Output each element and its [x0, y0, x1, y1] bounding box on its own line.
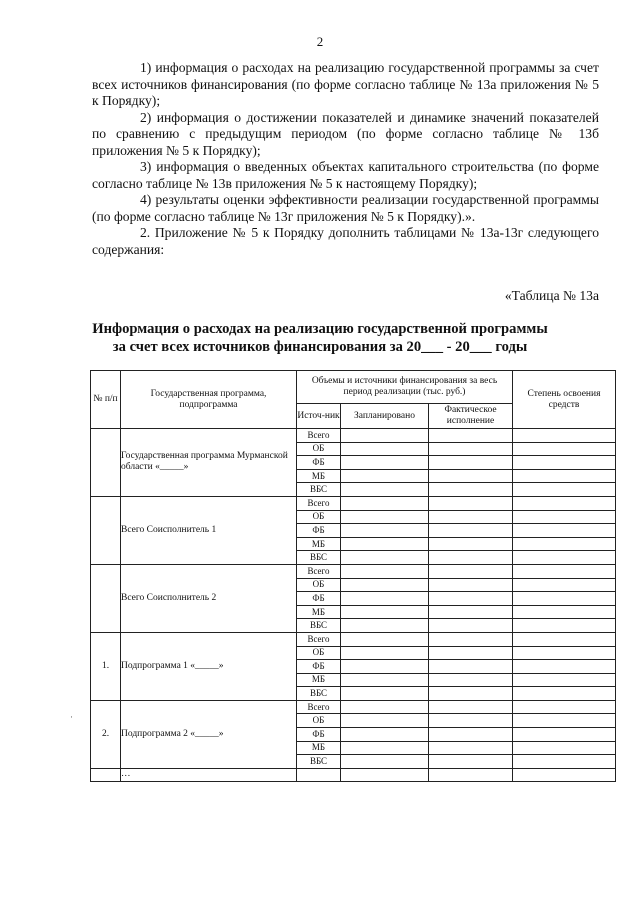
planned-cell [341, 714, 429, 728]
planned-cell [341, 469, 429, 483]
source-cell: Всего [297, 564, 341, 578]
degree-cell [513, 741, 616, 755]
actual-cell [429, 728, 513, 742]
source-cell: МБ [297, 469, 341, 483]
source-cell: ВБС [297, 619, 341, 633]
scan-mark: · [70, 712, 73, 722]
degree-cell [513, 714, 616, 728]
actual-cell [429, 646, 513, 660]
source-cell: МБ [297, 537, 341, 551]
source-cell: ФБ [297, 592, 341, 606]
source-cell: Всего [297, 496, 341, 510]
header-num: № п/п [91, 371, 121, 429]
actual-cell [429, 700, 513, 714]
actual-cell [429, 564, 513, 578]
degree-cell [513, 619, 616, 633]
source-cell: ФБ [297, 524, 341, 538]
row-number: 2. [91, 700, 121, 768]
row-number [91, 564, 121, 632]
actual-cell [429, 673, 513, 687]
paragraph-1: 1) информация о расходах на реализацию государственной программы за счет всех источников финансирования (по форме согласно таблице № 13а приложения № 5 к Порядку); [92, 60, 599, 108]
degree-cell [513, 496, 616, 510]
actual-cell [429, 660, 513, 674]
table-row [91, 700, 616, 714]
header-program: Государственная программа, подпрограмма [121, 371, 297, 429]
actual-cell [429, 687, 513, 701]
actual-cell [429, 619, 513, 633]
degree-cell [513, 700, 616, 714]
planned-cell [341, 673, 429, 687]
source-cell: МБ [297, 673, 341, 687]
planned-cell [341, 632, 429, 646]
degree-cell [513, 578, 616, 592]
source-cell [297, 768, 341, 781]
actual-cell [429, 551, 513, 565]
row-number [91, 496, 121, 564]
actual-cell [429, 592, 513, 606]
source-cell: Всего [297, 700, 341, 714]
planned-cell [341, 728, 429, 742]
degree-cell [513, 510, 616, 524]
actual-cell [429, 456, 513, 470]
degree-cell [513, 442, 616, 456]
program-name: Подпрограмма 2 «_____» [121, 700, 297, 768]
degree-cell [513, 483, 616, 497]
source-cell: ФБ [297, 660, 341, 674]
actual-cell [429, 714, 513, 728]
source-cell: ВБС [297, 687, 341, 701]
expenses-table [90, 370, 616, 782]
planned-cell [341, 524, 429, 538]
planned-cell [341, 687, 429, 701]
paragraph-2: 2) информация о достижении показателей и динамике значений показателей по сравнению с предыдущим периодом (по форме согласно таблице № 13б приложения № 5 к Порядку); [92, 109, 599, 158]
planned-cell [341, 496, 429, 510]
actual-cell [429, 755, 513, 769]
degree-cell [513, 673, 616, 687]
program-name: Всего Соисполнитель 1 [121, 496, 297, 564]
planned-cell [341, 551, 429, 565]
planned-cell [341, 456, 429, 470]
degree-cell [513, 768, 616, 781]
source-cell: ВБС [297, 755, 341, 769]
planned-cell [341, 619, 429, 633]
source-cell: Всего [297, 632, 341, 646]
row-number [91, 429, 121, 497]
program-name: Подпрограмма 1 «_____» [121, 632, 297, 700]
source-cell: ОБ [297, 578, 341, 592]
header-degree: Степень освоения средств [513, 371, 616, 429]
actual-cell [429, 537, 513, 551]
degree-cell [513, 646, 616, 660]
actual-cell [429, 429, 513, 443]
planned-cell [341, 768, 429, 781]
planned-cell [341, 429, 429, 443]
header-volumes: Объемы и источники финансирования за весь период реализации (тыс. руб.) [297, 371, 513, 404]
actual-cell [429, 768, 513, 781]
paragraph-5: 2. Приложение № 5 к Порядку дополнить таблицами № 13а-13г следующего содержания: [92, 225, 599, 257]
table-row [91, 496, 616, 510]
actual-cell [429, 510, 513, 524]
degree-cell [513, 687, 616, 701]
actual-cell [429, 442, 513, 456]
table-row [91, 564, 616, 578]
paragraph-3: 3) информация о введенных объектах капитального строительства (по форме согласно таблице № 13в приложения № 5 к настоящему Порядку); [92, 159, 599, 191]
table-reference: «Таблица № 13а [504, 288, 599, 303]
planned-cell [341, 564, 429, 578]
degree-cell [513, 728, 616, 742]
degree-cell [513, 456, 616, 470]
actual-cell [429, 483, 513, 497]
table-row [91, 632, 616, 646]
actual-cell [429, 469, 513, 483]
degree-cell [513, 551, 616, 565]
table-title-line-2: за счет всех источников финансирования за 20___ - 20___ годы [112, 339, 528, 355]
header-planned: Запланировано [341, 404, 429, 429]
degree-cell [513, 429, 616, 443]
degree-cell [513, 592, 616, 606]
source-cell: ВБС [297, 551, 341, 565]
table-title-line-1: Информация о расходах на реализацию государственной программы [92, 321, 548, 337]
actual-cell [429, 632, 513, 646]
planned-cell [341, 741, 429, 755]
table-title [0, 320, 640, 356]
actual-cell [429, 605, 513, 619]
table-row [91, 429, 616, 443]
planned-cell [341, 442, 429, 456]
paragraph-4: 4) результаты оценки эффективности реализации государственной программы (по форме согласно таблице № 13г приложения № 5 к Порядку).». [92, 192, 599, 224]
page-number: 2 [316, 34, 324, 49]
source-cell: ОБ [297, 646, 341, 660]
actual-cell [429, 578, 513, 592]
row-number [91, 768, 121, 781]
ellipsis-cell: … [121, 768, 297, 781]
planned-cell [341, 537, 429, 551]
source-cell: МБ [297, 605, 341, 619]
row-number: 1. [91, 632, 121, 700]
source-cell: ОБ [297, 510, 341, 524]
planned-cell [341, 483, 429, 497]
source-cell: ФБ [297, 728, 341, 742]
degree-cell [513, 469, 616, 483]
planned-cell [341, 592, 429, 606]
header-actual: Фактическое исполнение [429, 404, 513, 429]
program-name: Государственная программа Мурманской области «_____» [121, 429, 297, 497]
degree-cell [513, 564, 616, 578]
planned-cell [341, 510, 429, 524]
degree-cell [513, 660, 616, 674]
degree-cell [513, 632, 616, 646]
source-cell: ВБС [297, 483, 341, 497]
degree-cell [513, 524, 616, 538]
header-source: Источ-ник [297, 404, 341, 429]
planned-cell [341, 660, 429, 674]
ellipsis-row [91, 768, 616, 781]
actual-cell [429, 741, 513, 755]
actual-cell [429, 524, 513, 538]
planned-cell [341, 700, 429, 714]
header-row-1 [91, 371, 616, 404]
program-name: Всего Соисполнитель 2 [121, 564, 297, 632]
source-cell: ОБ [297, 714, 341, 728]
body-text [92, 60, 599, 258]
planned-cell [341, 646, 429, 660]
source-cell: ОБ [297, 442, 341, 456]
planned-cell [341, 578, 429, 592]
degree-cell [513, 755, 616, 769]
source-cell: ФБ [297, 456, 341, 470]
degree-cell [513, 605, 616, 619]
source-cell: МБ [297, 741, 341, 755]
table-body [91, 429, 616, 782]
planned-cell [341, 605, 429, 619]
actual-cell [429, 496, 513, 510]
source-cell: Всего [297, 429, 341, 443]
planned-cell [341, 755, 429, 769]
degree-cell [513, 537, 616, 551]
